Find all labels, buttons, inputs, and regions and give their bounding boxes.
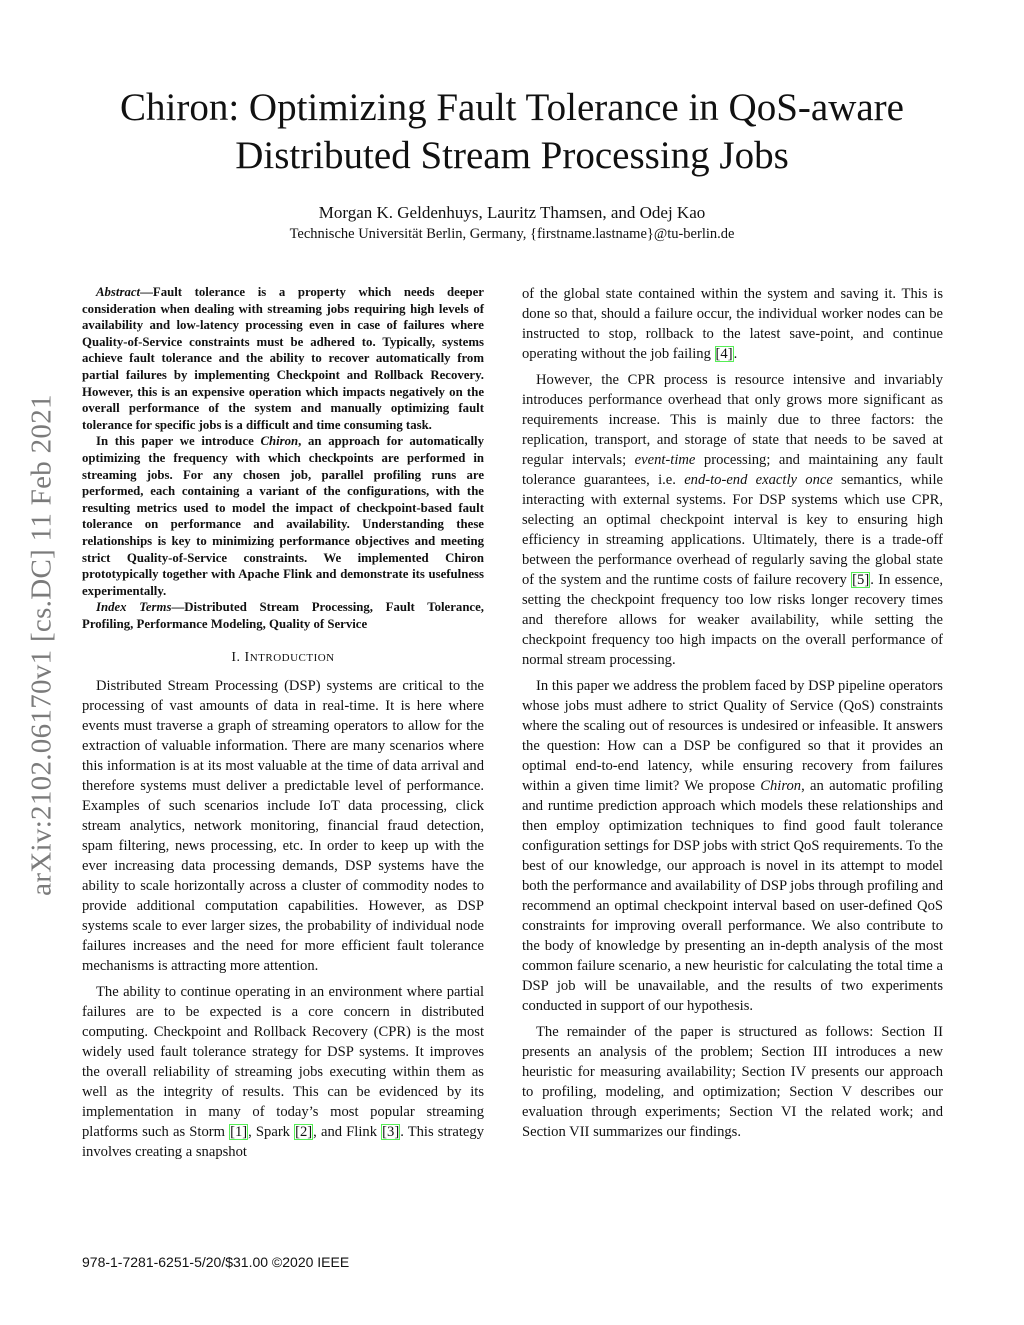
section-number: I.: [231, 650, 245, 666]
abstract-paragraph-2: [82, 433, 484, 599]
citation-link-5[interactable]: [5]: [852, 572, 870, 588]
abstract-dash: —: [140, 285, 153, 299]
emphasis-exactly-once: end-to-end exactly once: [684, 472, 833, 488]
paper-title: [60, 84, 964, 180]
index-terms-text: —Distributed Stream Processing, Fault Tolerance, Profiling, Performance Modeling, Quality of Service: [82, 600, 484, 631]
intro-paragraph-2: [82, 982, 484, 1162]
right-text-3a: In this paper we address the problem faced by DSP pipeline operators whose jobs must adhere to strict Quality of Service (QoS) constraints where the scaling out of resources is undesired or infeasible. It answers the question: How can a DSP be configured so that it provides an optimal end-to-end latency, while ensuring recovery from failures within a given time limit? We propose: [522, 678, 943, 794]
right-text-2b: processing; and maintaining any fault tolerance guarantees, i.e.: [522, 452, 943, 488]
system-name: Chiron: [260, 434, 299, 449]
citation-link-3[interactable]: [3]: [382, 1124, 400, 1141]
title-line-1: Chiron: Optimizing Fault Tolerance in QoS-aware: [120, 86, 904, 129]
abstract: [82, 284, 484, 632]
right-text-1b: .: [733, 346, 738, 362]
copyright-footer: 978-1-7281-6251-5/20/$31.00 ©2020 IEEE: [82, 1254, 350, 1270]
abstract-label: Abstract: [96, 285, 141, 299]
abstract-text-1: Fault tolerance is a property which needs deeper consideration when dealing with streaming jobs requiring high levels of availability and low-latency processing even in case of failures where Quality-of-Service constraints must be adhered to. Typically, systems achieve fault tolerance and the ability to recover automatically from partial failures by implementing Checkpoint and Rollback Recovery. However, this is an expensive operation which impacts negatively on the overall performance of the system and manually optimizing fault tolerance for specific jobs is a difficult and time consuming task.: [82, 285, 484, 432]
intro-text-2b: , Spark: [248, 1124, 295, 1141]
affiliation: Technische Universität Berlin, Germany, {firstname.lastname}@tu-berlin.de: [289, 226, 735, 242]
left-column: [82, 284, 484, 1162]
intro-paragraph-1: Distributed Stream Processing (DSP) systems are critical to the processing of vast amounts of data in real-time. It is here where events must traverse a graph of streaming operators to allow for the extraction of valuable information. There are many scenarios where this information is at its most valuable at the time of data arrival and therefore systems must deliver a predictable level of performance. Examples of such scenarios include IoT data processing, click stream analytics, network monitoring, financial fraud detection, spam filtering, news processing, etc. In order to keep up with the ever increasing data processing demands, DSP systems have the ability to scale horizontally across a cluster of commodity nodes to provide additional computation capabilities. However, as DSP systems scale to ever larger sizes, the probability of individual node failures increases and the need for more efficient fault tolerance mechanisms is attracting more attention.: [82, 678, 484, 975]
right-paragraph-1: [522, 284, 943, 364]
right-paragraph-3: [522, 676, 943, 1016]
right-text-2a: However, the CPR process is resource intensive and invariably introduces performance overhead that only grows more significant as requirements increase. This is mainly due to three factors: the replication, transport, and storage of state that needs to be saved at regular intervals;: [522, 372, 943, 468]
index-terms: [82, 599, 484, 632]
intro-text-2a: The ability to continue operating in an environment where partial failures are to be expected is a core concern in distributed computing. Checkpoint and Rollback Recovery (CPR) is the most widely used fault tolerance strategy for DSP systems. It improves the overall reliability of streaming jobs executing within them as well as the integrity of results. This can be evidenced by its implementation in many of today’s most popular streaming platforms such as Storm: [82, 984, 484, 1141]
abstract-text-2a: In this paper we introduce: [96, 434, 261, 449]
right-text-1a: of the global state contained within the system and saving it. This is done so that, should a failure occur, the individual worker nodes can be instructed to stop, rollback to the latest save-point, and continue operating without the job failing: [522, 286, 943, 362]
intro-text-2d: . This strategy involves creating a snapshot: [82, 1124, 485, 1161]
right-paragraph-2: [522, 370, 943, 670]
title-line-2: Distributed Stream Processing Jobs: [235, 134, 789, 177]
right-paragraph-4: The remainder of the paper is structured as follows: Section II presents an analysis of the problem; Section III introduces a new heuristic for measuring availability; Section IV presents our approach to profiling, modeling, and optimization; Section V describes our evaluation through experiments; Section VI the related work; and Section VII summarizes our findings.: [522, 1024, 943, 1140]
right-text-3b: , an automatic profiling and runtime prediction approach which models these relationships and then employ optimization techniques to find good fault tolerance configuration settings for DSP jobs with strict QoS requirements. To the best of our knowledge, our approach is novel in its attempt to model both the performance and availability of DSP jobs through profiling and recommend an optimal checkpoint interval based on user-defined QoS constraints for improving overall performance. We also contribute to the body of knowledge by presenting an in-depth analysis of the most common failure scenario, a new heuristic for calculating the total time a DSP job will be unavailable, and the results of two experiments conducted in support of our hypothesis.: [522, 778, 944, 1014]
citation-link-1[interactable]: [1]: [230, 1124, 248, 1141]
section-title-rest: NTRODUCTION: [249, 652, 335, 665]
citation-link-2[interactable]: [2]: [295, 1124, 313, 1141]
section-heading-introduction: [82, 648, 484, 668]
emphasis-event-time: event-time: [634, 452, 696, 468]
section-initial: I: [244, 650, 250, 666]
authors: Morgan K. Geldenhuys, Lauritz Thamsen, and Odej Kao: [318, 203, 706, 222]
right-text-2c: semantics, while interacting with external systems. For DSP systems which use CPR, selecting an optimal checkpoint interval is key to ensuring high efficiency in streaming applications. Ultimately, there is a trade-off between the performance overhead of regularly saving the global state of the system and the runtime costs of failure recovery: [522, 472, 944, 588]
abstract-paragraph-1: [82, 284, 484, 433]
right-column: [522, 284, 943, 1142]
citation-link-4[interactable]: [4]: [715, 346, 733, 362]
arxiv-sidebar: [22, 345, 62, 945]
emphasis-chiron: Chiron: [760, 778, 802, 794]
abstract-text-2b: , an approach for automatically optimizing the frequency with which checkpoints are performed in streaming jobs. For any chosen job, parallel profiling runs are performed, each containing a variant of the configurations, with the resulting metrics used to model the impact of checkpoint-based fault tolerance on performance and availability. Understanding these relationships is key to minimizing performance objectives and meeting strict Quality-of-Service constraints. We implemented Chiron prototypically together with Apache Flink and demonstrate its usefulness experimentally.: [82, 434, 484, 598]
intro-text-2c: , and Flink: [313, 1124, 382, 1141]
right-text-2d: . In essence, setting the checkpoint frequency too low risks longer recovery times and therefore allows for weaker availability, while setting the checkpoint frequency too high impacts on the overall performance of normal stream processing.: [522, 572, 943, 668]
arxiv-identifier: arXiv:2102.06170v1 [cs.DC] 11 Feb 2021: [25, 394, 58, 896]
index-terms-label: Index Terms: [96, 600, 172, 615]
